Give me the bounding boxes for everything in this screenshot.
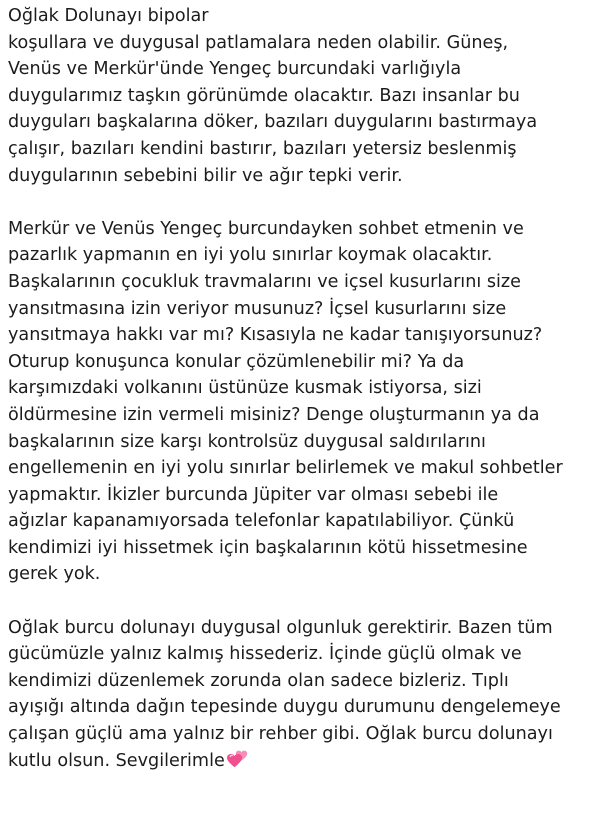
post-body [8, 3, 598, 774]
paragraph-1 [8, 3, 598, 189]
front-heart [227, 754, 242, 767]
text-line: çalışır, bazıları kendini bastırır, bazıları yetersiz beslenmiş [8, 138, 517, 159]
paragraph-spacer [8, 588, 598, 615]
text-line: yansıtmasına izin veriyor musunuz? İçsel kusurlarını size [8, 298, 507, 319]
text-line: öldürmesine izin vermeli misiniz? Denge oluşturmanın ya da [8, 404, 540, 425]
text-line: Venüs ve Merkür'ünde Yengeç burcundaki varlığıyla [8, 59, 462, 80]
paragraph-3 [8, 615, 598, 775]
text-line: ayışığı altında dağın tepesinde duygu durumunu dengelemeye [8, 697, 561, 718]
text-line: duygularımız taşkın görünümde olacaktır. Bazı insanlar bu [8, 85, 520, 106]
text-line: Başkalarının çocukluk travmalarını ve içsel kusurlarını size [8, 271, 521, 292]
text-line: gerek yok. [8, 564, 101, 585]
text-line: çalışan güçlü ama yalnız bir rehber gibi. Oğlak burcu dolunayı [8, 724, 553, 745]
paragraph-2 [8, 216, 598, 588]
two-hearts-svg [226, 749, 250, 769]
text-line: Oğlak Dolunayı bipolar [8, 6, 209, 26]
text-line: pazarlık yapmanın en iyi yolu sınırlar koymak olacaktır. [8, 245, 493, 266]
text-line: kendimizi iyi hissetmek için başkalarının kötü hissetmesine [8, 537, 528, 558]
text-line: Oğlak burcu dolunayı duygusal olgunluk gerektirir. Bazen tüm [8, 617, 553, 638]
last-line [8, 748, 598, 775]
text-line: yansıtmaya hakkı var mı? Kısasıyla ne kadar tanışıyorsunuz? [8, 325, 543, 346]
text-line: duyguları başkalarına döker, bazıları duygularını bastırmaya [8, 112, 538, 133]
text-line: koşullara ve duygusal patlamalara neden olabilir. Güneş, [8, 32, 509, 53]
text-line: karşımızdaki volkanını üstünüze kusmak istiyorsa, sizi [8, 378, 482, 399]
text-line: engellemenin en iyi yolu sınırlar belirlemek ve makul sohbetler [8, 458, 563, 479]
text-line: duygularının sebebini bilir ve ağır tepki verir. [8, 165, 403, 186]
text-line: başkalarının size karşı kontrolsüz duygusal saldırılarını [8, 431, 486, 452]
text-line: yapmaktır. İkizler burcunda Jüpiter var olması sebebi ile [8, 484, 499, 505]
two-hearts-icon [226, 749, 250, 769]
text-line: gücümüzle yalnız kalmış hissederiz. İçinde güçlü olmak ve [8, 644, 522, 665]
text-line: Merkür ve Venüs Yengeç burcundayken sohbet etmenin ve [8, 218, 524, 239]
text-line: kendimizi düzenlemek zorunda olan sadece bizleriz. Tıplı [8, 670, 509, 691]
closing-text: kutlu olsun. Sevgilerimle [8, 750, 225, 771]
text-line: Oturup konuşunca konular çözümlenebilir mi? Ya da [8, 351, 465, 372]
text-line: ağızlar kapanamıyorsada telefonlar kapatılabiliyor. Çünkü [8, 511, 515, 532]
paragraph-spacer [8, 189, 598, 216]
